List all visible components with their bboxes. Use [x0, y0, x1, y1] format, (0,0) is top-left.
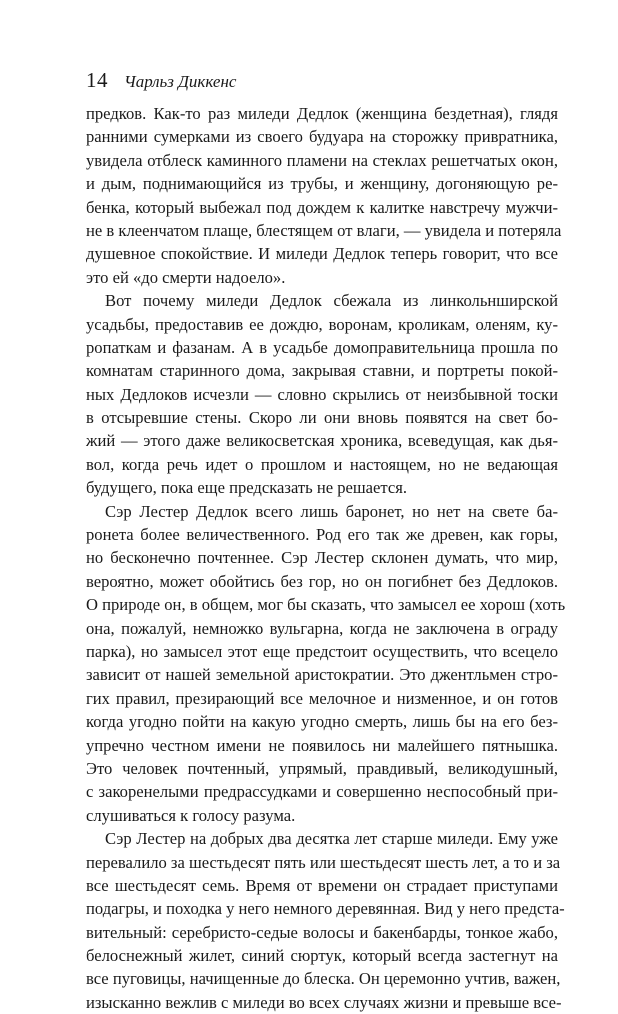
- text-line: увидела отблеск каминного пламени на стеклах решетчатых окон,: [86, 150, 558, 170]
- text-line: душевное спокойствие. И миледи Дедлок теперь говорит, что все: [86, 244, 558, 264]
- paragraph: [86, 500, 566, 827]
- text-line: но бесконечно почтеннее. Сэр Лестер склонен думать, что мир,: [86, 548, 558, 568]
- text-line: вительный: серебристо-седые волосы и бакенбарды, тонкое жабо,: [86, 922, 558, 942]
- text-line: бенка, который выбежал под дождем к калитке навстречу мужчи-: [86, 197, 558, 217]
- text-line: гих правил, презирающий все мелочное и низменное, и он готов: [86, 688, 558, 708]
- text-line: предков. Как-то раз миледи Дедлок (женщина бездетная), глядя: [86, 104, 558, 123]
- text-line: это ей «до смерти надоело».: [86, 267, 286, 287]
- text-line: когда угодно пойти на какую угодно смерть, лишь бы на его без-: [86, 712, 558, 732]
- text-line: парка), но замысел этот еще предстоит осуществить, что всецело: [86, 641, 558, 661]
- text-line: в отсыревшие стены. Скоро ли они вновь появятся на свет бо-: [86, 408, 558, 428]
- text-line: вероятно, может обойтись без гор, но он погибнет без Дедлоков.: [86, 571, 558, 591]
- text-line: усадьбы, предоставив ее дождю, воронам, кроликам, оленям, ку-: [86, 314, 558, 334]
- text-line: Сэр Лестер Дедлок всего лишь баронет, но нет на свете ба-: [105, 501, 558, 521]
- paragraph: [86, 827, 565, 1014]
- text-line: изысканно вежлив с миледи во всех случаях жизни и превыше все-: [86, 992, 562, 1012]
- text-line: комнатам старинного дома, закрывая ставни, и портреты покой-: [86, 361, 558, 381]
- text-line: слушиваться к голосу разума.: [86, 805, 296, 825]
- page-number: 14: [86, 68, 108, 92]
- text-line: вол, когда речь идет о прошлом и настоящем, но не ведающая: [86, 454, 558, 474]
- running-head-author: Чарльз Диккенс: [124, 72, 237, 91]
- text-line: будущего, пока еще предсказать не решается.: [86, 478, 408, 498]
- text-line: ных Дедлоков исчезли — словно скрылись от неизбывной тоски: [86, 384, 558, 404]
- text-line: подагры, и походка у него немного деревянная. Вид у него предста-: [86, 899, 565, 919]
- text-line: зависит от нашей земельной аристократии. Это джентльмен стро-: [86, 665, 558, 685]
- text-line: с закоренелыми предрассудками и совершенно неспособный при-: [86, 782, 558, 802]
- text-line: все шестьдесят семь. Время от времени он страдает приступами: [86, 875, 558, 895]
- paragraph: [86, 102, 562, 289]
- text-line: ропаткам и фазанам. А в усадьбе домоправительница прошла по: [86, 337, 558, 357]
- text-line: Это человек почтенный, упрямый, правдивый, великодушный,: [86, 758, 558, 778]
- text-line: ронета более величественного. Род его так же древен, как горы,: [86, 525, 558, 545]
- text-line: белоснежный жилет, синий сюртук, который всегда застегнут на: [86, 946, 558, 966]
- text-line: Сэр Лестер на добрых два десятка лет старше миледи. Ему уже: [105, 829, 558, 849]
- page-header: [86, 68, 236, 93]
- text-line: перевалило за шестьдесят пять или шестьдесят шесть лет, а то и за: [86, 852, 561, 872]
- text-line: и дым, поднимающийся из трубы, и женщину, догоняющую ре-: [86, 174, 558, 194]
- text-line: все пуговицы, начищенные до блеска. Он церемонно учтив, важен,: [86, 969, 561, 989]
- text-line: не в клеенчатом плаще, блестящем от влаги, — увидела и потеряла: [86, 220, 562, 240]
- text-line: О природе он, в общем, мог бы сказать, что замысел ее хорош (хоть: [86, 595, 566, 615]
- text-line: жий — этого даже великосветская хроника, всеведущая, как дья-: [86, 431, 558, 451]
- text-line: Вот почему миледи Дедлок сбежала из линкольнширской: [105, 291, 558, 311]
- text-line: упречно честном имени не появилось ни малейшего пятнышка.: [86, 735, 558, 755]
- text-line: она, пожалуй, немножко вульгарна, когда не заключена в ограду: [86, 618, 558, 638]
- paragraph: [86, 289, 558, 500]
- body-text: [86, 102, 566, 1014]
- text-line: ранними сумерками из своего будуара на сторожку привратника,: [86, 127, 558, 147]
